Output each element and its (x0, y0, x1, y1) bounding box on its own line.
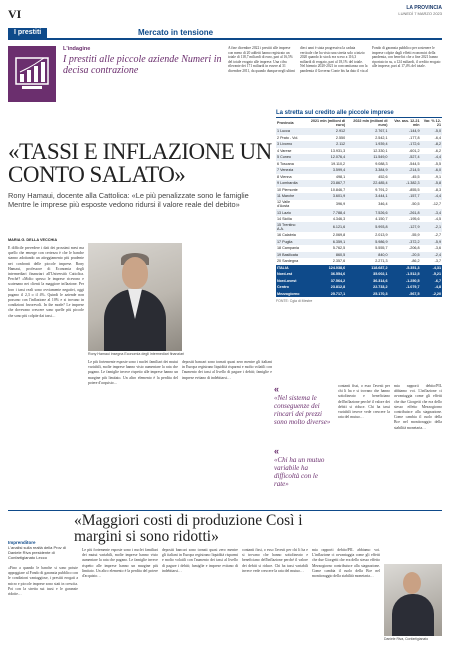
table-cell: 11.549,0 (346, 154, 388, 161)
quote-icon: « (274, 384, 280, 394)
table-cell: -5.351,3 (389, 265, 421, 272)
table-cell: Centro (276, 284, 304, 291)
table-cell: -5,0 (421, 128, 442, 135)
riva-portrait-photo (384, 564, 442, 636)
table-cell: -6,0 (421, 167, 442, 174)
inquiry-title: I prestiti alle piccole aziende Numeri in decisa contrazione (63, 54, 222, 76)
main-headline: «TASSI E INFLAZIONE UN CONTO SALATO» (8, 139, 272, 187)
table-cell: 2.550 (335, 135, 346, 140)
chart-growth-icon (8, 46, 56, 102)
table-cell: 118.687,2 (346, 265, 388, 272)
portrait-photo (88, 243, 182, 351)
intro-column-3: Fondo di garanzia pubblico per sostenere le imprese colpite dagli effetti economici della pandemia, con benefici che a fine 2021 hanno riportato in su, a 124 miliardi, il credito erogato alle imprese, pari al 17,4% del totale. (372, 46, 441, 69)
table-cell: 22.733,2 (346, 284, 388, 291)
bottom-sidebar (8, 540, 70, 560)
table-cell: 5.986,9 (346, 239, 388, 246)
section-tag: I prestiti (8, 28, 47, 38)
table-cell: 23.867,7 (304, 180, 346, 187)
table-title: La stretta sul credito alle piccole imprese (276, 110, 442, 118)
table-cell: -55,9 (411, 233, 420, 238)
table-cell: -3,4 (421, 209, 442, 216)
table-cell: 20 Sardegna (277, 259, 299, 264)
table-cell: 9 Lombardia (276, 180, 304, 187)
table-cell: 10.846,7 (330, 187, 346, 192)
section-divider (8, 510, 442, 511)
inquiry-box (8, 44, 222, 106)
table-cell: 396,9 (335, 202, 346, 207)
photo2-caption: Daniele Riva, Confartigianato (384, 637, 429, 641)
table-cell: 2.357,6 (332, 259, 346, 264)
table-cell: 840,0 (346, 252, 388, 259)
byline: MARIA G. DELLA VECCHIA (8, 238, 58, 242)
table-cell: -261,8 (389, 209, 421, 216)
table-cell: Mezzogiorno (276, 291, 304, 298)
table-cell: 860,5 (304, 252, 346, 259)
pullquote-text: «Nel sistema le conseguenze dei rincari dei prezzi sono molto diverse» (274, 394, 331, 426)
credit-table-box (276, 110, 442, 377)
table-cell: 4.346,3 (332, 217, 346, 222)
table-cell: -2,20 (421, 291, 442, 298)
table-cell: -567,5 (389, 291, 421, 298)
pullquote-2 (274, 446, 334, 488)
main-subhead: Rony Hamaui, docente alla Cattolica: «Le più penalizzate sono le famiglie Mentre le imprese più esposte vedono ridursi il valore reale del debito» (8, 191, 249, 209)
table-cell: 5.762,5 (332, 246, 346, 251)
table-cell: -177,8 (409, 135, 420, 140)
table-cell: 3.444,1 (346, 193, 388, 200)
table-header-row (276, 118, 442, 128)
table-cell: 1.939,4 (346, 141, 388, 148)
table-cell: 17 Puglia (276, 239, 304, 246)
table-cell: Nord-ovest (276, 278, 304, 285)
table-cell: 1 Lucca (276, 128, 304, 135)
table-source: FONTE: Cgia di Mestre (276, 299, 313, 304)
table-cell: 5.993,8 (346, 222, 388, 232)
masthead (398, 5, 442, 16)
table-cell: -1.079,7 (389, 284, 421, 291)
table-cell: -4,4 (421, 193, 442, 200)
table-cell: 498,1 (335, 174, 346, 179)
table-cell: 9.791,2 (375, 187, 388, 192)
table-cell: -527,4 (389, 154, 421, 161)
col-header: Var. % 12-21 (423, 119, 441, 127)
inquiry-kicker: L'indagine (63, 46, 91, 52)
table-cell: -4,5 (434, 217, 441, 222)
table-cell: 7.788,4 (304, 209, 346, 216)
table-cell: 2.069,8 (332, 233, 346, 238)
section-bar (8, 28, 442, 40)
table-cell: -86,2 (411, 259, 420, 264)
table-cell: -855,5 (409, 187, 420, 192)
table-row (276, 291, 442, 298)
table-cell: -12,7 (432, 202, 441, 207)
table-cell: 3.601,9 (304, 193, 346, 200)
table-row (276, 222, 442, 232)
table-cell: -172,6 (389, 141, 421, 148)
table-cell: -9,1 (434, 174, 441, 179)
page-number: VI (8, 7, 22, 21)
table-cell: -5,9 (421, 239, 442, 246)
table-cell: 22.485,4 (346, 180, 388, 187)
table-cell: -5,5 (434, 161, 441, 166)
intro-column-2: dieci anni è stata progressiva la caduta verticale che ha visto una stretta solo a inizio 2020 quando lo stock era sceso a 116,3 miliardi di erogato, pari al 18,1% del totale. Nel biennio 2020-2021 in concomitanza con la pandemia il Governo Conte bis ha dato il via al (300, 46, 368, 73)
table-cell: 7 Venezia (276, 167, 304, 174)
table-cell: -5,8 (421, 180, 442, 187)
table-cell: 7.526,6 (346, 209, 388, 216)
table-cell: -20,5 (389, 252, 421, 259)
pullquote-1 (274, 384, 334, 426)
table-cell: 2.912 (304, 128, 346, 135)
table-cell: 14 Sicilia (277, 217, 292, 222)
table-cell: 23.812,8 (304, 284, 346, 291)
table-cell: 5.555,7 (375, 246, 388, 251)
table-cell: 18 Campania (277, 246, 299, 251)
table-row (276, 200, 442, 210)
bottom-body-4: contanti fissi, o esso l'avesti per chi li ha e si trovano che hanno sottolineato e beneficiano dell'inflazione perché il valore dei debiti si riduce. Chi ha tassi variabili invece vede crescere la rata del mutuo… (242, 548, 308, 573)
table-cell: Nord-est (276, 271, 304, 278)
table-cell: 16 Calabria (277, 233, 296, 238)
credit-table (276, 118, 442, 297)
col-header: Provincia (277, 121, 294, 125)
table-cell: ITALIA (276, 265, 304, 272)
table-cell: -544,5 (409, 161, 420, 166)
col-header: 2022 mln (milioni di euro) (353, 119, 388, 127)
body-column-1 (8, 246, 84, 506)
table-cell: 2.013,9 (375, 233, 388, 238)
body-column-2: Le più fortemente esposte sono i nuclei familiari dei mutui variabili, molte imprese hanno visto aumentare la rata che pagano. Le famiglie invece rispetto alle imprese hanno un margine più limitato. Un altro elemento è la perdita del potere d'acquisto… (88, 360, 178, 385)
table-cell: 15 Trentino A.A. (276, 222, 304, 232)
table-cell: 3 Livorno (276, 141, 304, 148)
table-cell: 6.121,6 (304, 222, 346, 232)
pullquote-text: «Chi ha un mutuo variabile ha difficoltà con le rate» (274, 456, 325, 488)
table-cell: 6.359,1 (304, 239, 346, 246)
table-cell: 5 Cuneo (276, 154, 304, 161)
table-cell: -214,5 (389, 167, 421, 174)
table-cell: -2,4 (421, 252, 442, 259)
table-cell: -1.512,5 (389, 271, 421, 278)
table-cell: -195,6 (409, 217, 420, 222)
table-cell: 10 Piemonte (277, 187, 298, 192)
intro-column-1: A fine dicembre 2022 i prestiti alle imprese con meno di 20 addetti hanno registrato un totale di 118,7 miliardi di euro, pari al 16,5% del totale erogato alle imprese. Una cifra rilevante dei 171 miliardi in essere al 31 dicembre 2011, da quando dunque negli ultimi (228, 46, 296, 73)
table-cell: 3.384,9 (346, 167, 388, 174)
table-cell: 452,6 (378, 174, 388, 179)
table-cell: 2 Prato - Vol. (277, 135, 299, 140)
table-cell: 3.599,4 (304, 167, 346, 174)
table-cell: -8,3 (434, 187, 441, 192)
table-cell: 36.314,6 (346, 278, 388, 285)
table-cell: -4,8 (421, 284, 442, 291)
table-cell: 2.271,3 (375, 259, 388, 264)
table-cell: 11 Marche (276, 193, 304, 200)
bottom-kicker: Imprenditore (8, 540, 36, 545)
table-cell: 19.110,2 (331, 161, 346, 166)
section-topic: Mercato in tensione (138, 28, 214, 37)
table-cell: -372,2 (389, 239, 421, 246)
table-cell: 4 Varese (277, 148, 292, 153)
bottom-intro: L'analisi sulla realtà della Prov di Daniele Riva presidente di Confartigianato Lecco (8, 545, 66, 560)
page-header (8, 3, 442, 25)
col-header: Var. ass. 12-21 mln (394, 119, 420, 127)
table-cell: -4,4 (421, 154, 442, 161)
photo-caption: Rony Hamaui insegna Economia degli intermediari finanziari (88, 352, 185, 356)
table-cell: 35.002,1 (346, 271, 388, 278)
table-cell: 2.542,1 (375, 135, 388, 140)
table-cell: 12 Valle d'Aosta (277, 200, 291, 209)
table-cell: -6,2 (434, 148, 441, 153)
table-cell: -50,5 (411, 202, 420, 207)
quote-icon: « (274, 446, 280, 456)
col-header: 2021 mln (milioni di euro) (310, 119, 346, 127)
bottom-headline: «Maggiori costi di produzione Così i margini si sono ridotti» (74, 512, 303, 545)
table-cell: -3,6 (434, 246, 441, 251)
bottom-body-2: Le più fortemente esposte sono i nuclei familiari dei mutui variabili, molte imprese hanno visto aumentare la rata che pagano. Le famiglie invece rispetto alle imprese hanno un margine più limitato. Un altro elemento è la perdita del potere d'acquisto… (82, 548, 158, 579)
table-cell: -6,4 (434, 135, 441, 140)
table-cell: 12.076,4 (304, 154, 346, 161)
table-cell: -2,1 (421, 222, 442, 232)
table-cell: -3,7 (434, 259, 441, 264)
table-cell: 2.767,1 (346, 128, 388, 135)
body-column-5: mia rapporti debito/PIL abbiamo voi. L'inflazione ci avvantaggia come gli effetti che due Giorgetti che era dello stesso effetto Mezzogiorno contribuisce alla stagnazione. Come cambia il ruolo della Bce nel monitoraggio della stabilità monetaria… (394, 384, 442, 430)
table-cell: -1.382,3 (389, 180, 421, 187)
body-text: È difficile prevedere i dati dei prossimi mesi ma quello che emerge con certezza è che le banche stanno adottando un atteggiamento più prudente nei confronti delle piccole imprese. Rony Hamaui, professore di Economia degli intermediari finanziari all'Università Cattolica. Perché? «Molto spesso le imprese ricevono e scatenano nei clienti la maggiore inflazione. Per loro i tassi reali sono ovviamente negativi, oggi pagano il 2,3 o il 4%. Quindi le aziende non possono con l'inflazione al 10% e si trovano in condizioni favorevoli. In the mode? Le imprese che dovevano crescere sono quelle più piccole che sono più colpite dai tassi… (8, 246, 84, 318)
newspaper-name: LA PROVINCIA (406, 5, 442, 11)
table-cell: -8,2 (421, 141, 442, 148)
table-cell: 6 Toscana (277, 161, 294, 166)
body-column-3: depositi bancari sono tornati quasi zero mentre gli italiani in Europa registrano liquidità risparmi e molto volatili con l'aumento dei tassi al livello di pagare i debiti; famiglie e imprese evitano di indebitarsi… (182, 360, 272, 380)
table-cell: 37.564,2 (304, 278, 346, 285)
table-cell: 124.038,6 (304, 265, 346, 272)
table-cell: 19 Basilicata (276, 252, 304, 259)
table-cell: 13.931,3 (330, 148, 346, 153)
table-cell: -144,9 (389, 128, 421, 135)
table-cell: 8 Vienna (277, 174, 292, 179)
table-cell: 13 Lazio (276, 209, 304, 216)
table-cell: 12.330,1 (373, 148, 388, 153)
issue-date: LUNEDÌ 7 MARZO 2023 (398, 11, 442, 16)
table-cell: 36.554,6 (304, 271, 346, 278)
table-cell: -127,9 (389, 222, 421, 232)
bottom-body-1: «Fino a quando le banche si sono potute appoggiare al Fondo di garanzia pubblico con le condizioni vantaggiose, i prestiti erogati a micro e piccole imprese sono stati in crescita. Poi con la stretta sui tassi e le garanzie ridotte… (8, 566, 78, 597)
table-cell: -45,5 (411, 174, 420, 179)
table-cell: -2,7 (434, 233, 441, 238)
table-cell: -157,7 (389, 193, 421, 200)
table-cell: -5,21 (421, 271, 442, 278)
table-cell: 4.150,7 (375, 217, 388, 222)
table-cell: 9.088,3 (375, 161, 388, 166)
table-cell: -4,31 (421, 265, 442, 272)
table-cell: -206,8 (409, 246, 420, 251)
table-cell: 2.112 (304, 141, 346, 148)
table-cell: 25.170,3 (346, 291, 388, 298)
bottom-body-5: mia rapporti debito/PIL abbiamo voi. L'inflazione ci avvantaggia come gli effetti che due Giorgetti che era dello stesso effetto Mezzogiorno contribuisce alla stagnazione. Come cambia il ruolo della Bce nel monitoraggio della stabilità monetaria… (312, 548, 380, 579)
table-cell: 346,4 (378, 202, 388, 207)
table-cell: -601,2 (409, 148, 420, 153)
table-cell: 25.717,1 (304, 291, 346, 298)
body-column-4: contanti fissi, o esso l'avesti per chi li ha e si trovano che hanno sottolineato e beneficiano dell'inflazione perché il valore dei debiti si riduce. Chi ha tassi variabili invece vede crescere la rata del mutuo… (338, 384, 390, 420)
bottom-body-3: depositi bancari sono tornati quasi zero mentre gli italiani in Europa registrano liquidità risparmi e molto volatili con l'aumento dei tassi al livello di pagare i debiti; famiglie e imprese evitano di indebitarsi… (162, 548, 238, 573)
table-cell: -1.250,5 (389, 278, 421, 285)
table-cell: -6,7 (421, 278, 442, 285)
